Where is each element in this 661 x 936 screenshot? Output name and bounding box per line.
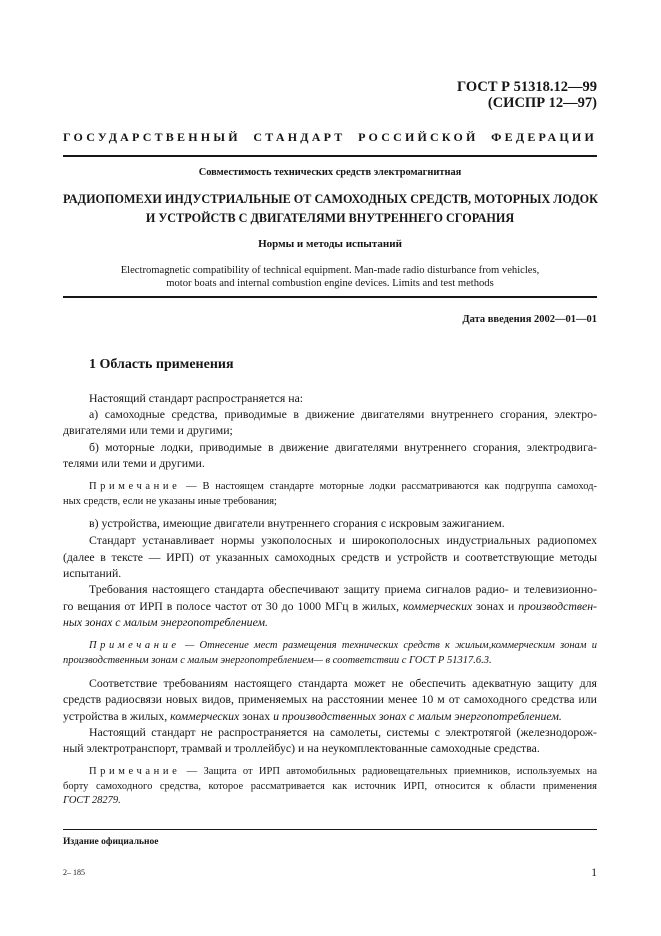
note-label: Примечание [89, 640, 180, 651]
body-line [63, 708, 597, 724]
state-standard-banner: ГОСУДАРСТВЕННЫЙ СТАНДАРТ РОССИЙСКОЙ ФЕДЕРАЦИИ [63, 130, 597, 144]
standard-code: ГОСТ Р 51318.12—99 [457, 79, 597, 95]
body-line: б) моторные лодки, приводимые в движение двигателями внутреннего сгорания, электродвига- [89, 440, 597, 454]
note-label: Примечание [89, 481, 181, 492]
body-line [63, 598, 597, 614]
international-code: (СИСПР 12—97) [487, 95, 597, 111]
body-text: го вещания от ИРП в полосе частот от 30 до 1000 МГц в жилых, [63, 599, 404, 613]
body-line: двигателями или теми и другими; [63, 423, 233, 437]
note-line [89, 764, 597, 779]
body-line: ный электротранспорт, трамвай и троллейбус) и на неукомплектованные самоходные средства. [63, 741, 540, 755]
subject-line: Совместимость технических средств электромагнитная [198, 167, 462, 178]
body-line: ных зонах с малым энергопотреблением. [63, 615, 268, 629]
note-text: — В настоящем стандарте моторные лодки рассматриваются как подгруппа самоход- [180, 481, 597, 492]
document-title-line-1: РАДИОПОМЕХИ ИНДУСТРИАЛЬНЫЕ ОТ САМОХОДНЫХ СРЕДСТВ, МОТОРНЫХ ЛОДОК [63, 192, 598, 206]
body-line: (далее в тексте — ИРП) от указанных самоходных средств и устройств и соответствующие методы [63, 550, 597, 564]
body-text: зонах и [472, 599, 519, 613]
note-line: производственным зонам с малым энергопотреблением— в соответствии с ГОСТ Р 51317.6.3. [63, 655, 492, 666]
note-line [89, 479, 597, 494]
body-emphasis: коммерческих [170, 709, 240, 723]
body-line: в) устройства, имеющие двигатели внутреннего сгорания с искровым зажиганием. [89, 516, 505, 530]
body-line: а) самоходные средства, приводимые в движение двигателями внутреннего сгорания, электро- [89, 407, 597, 421]
note-line: борту самоходного средства, которое рассматривается как источник ИРП, относится к области применения [63, 781, 597, 792]
body-line: Соответствие требованиям настоящего стандарта может не обеспечить адекватную защиту для [89, 676, 597, 690]
title-rule [63, 296, 597, 298]
body-line: испытаний. [63, 566, 122, 580]
body-text: зонах [239, 709, 274, 723]
body-emphasis: и производственных зонах с малым энергопотреблением. [273, 709, 562, 723]
note-line: ных средств, если не указаны иные требования; [63, 496, 277, 507]
body-line: Стандарт устанавливает нормы узкополосных и широкополосных индустриальных радиопомех [89, 533, 597, 547]
body-emphasis: коммерческих [403, 599, 473, 613]
document-subtitle: Нормы и методы испытаний [258, 238, 402, 250]
footer-rule [63, 829, 597, 830]
body-line: Настоящий стандарт распространяется на: [89, 391, 304, 405]
note-label: Примечание [89, 766, 181, 777]
body-line: средств радиосвязи новых видов, применяемых на расстоянии менее 10 м от самоходного средства или [63, 692, 597, 706]
body-line: Требования настоящего стандарта обеспечивают защиту приема сигналов радио- и телевизионно- [89, 582, 597, 596]
page-number: 1 [591, 867, 597, 879]
effective-date: Дата введения 2002—01—01 [462, 314, 597, 325]
english-title-line-1: Electromagnetic compatibility of technical equipment. Man-made radio disturbance from vehicles, [120, 265, 540, 276]
print-code: 2– 185 [63, 868, 85, 877]
note-text: — Защита от ИРП автомобильных радиовещательных приемников, используемых на [180, 766, 597, 777]
note-line: ГОСТ 28279. [63, 795, 121, 806]
body-emphasis: производствен- [518, 599, 597, 613]
note-line [89, 638, 597, 653]
note-text: — Отнесение мест размещения технических средств к жилым,коммерческим зонам и [179, 640, 597, 651]
body-line: Настоящий стандарт не распространяется на самолеты, системы с электротягой (железнодорож- [89, 725, 597, 739]
document-title-line-2: И УСТРОЙСТВ С ДВИГАТЕЛЯМИ ВНУТРЕННЕГО СГОРАНИЯ [145, 211, 515, 225]
english-title-line-2: motor boats and internal combustion engine devices. Limits and test methods [166, 278, 494, 289]
body-text: устройства в жилых, [63, 709, 171, 723]
banner-rule [63, 155, 597, 157]
edition-note: Издание официальное [63, 837, 159, 847]
body-line: телями или теми и другими. [63, 456, 205, 470]
section-heading: 1 Область применения [89, 357, 234, 372]
